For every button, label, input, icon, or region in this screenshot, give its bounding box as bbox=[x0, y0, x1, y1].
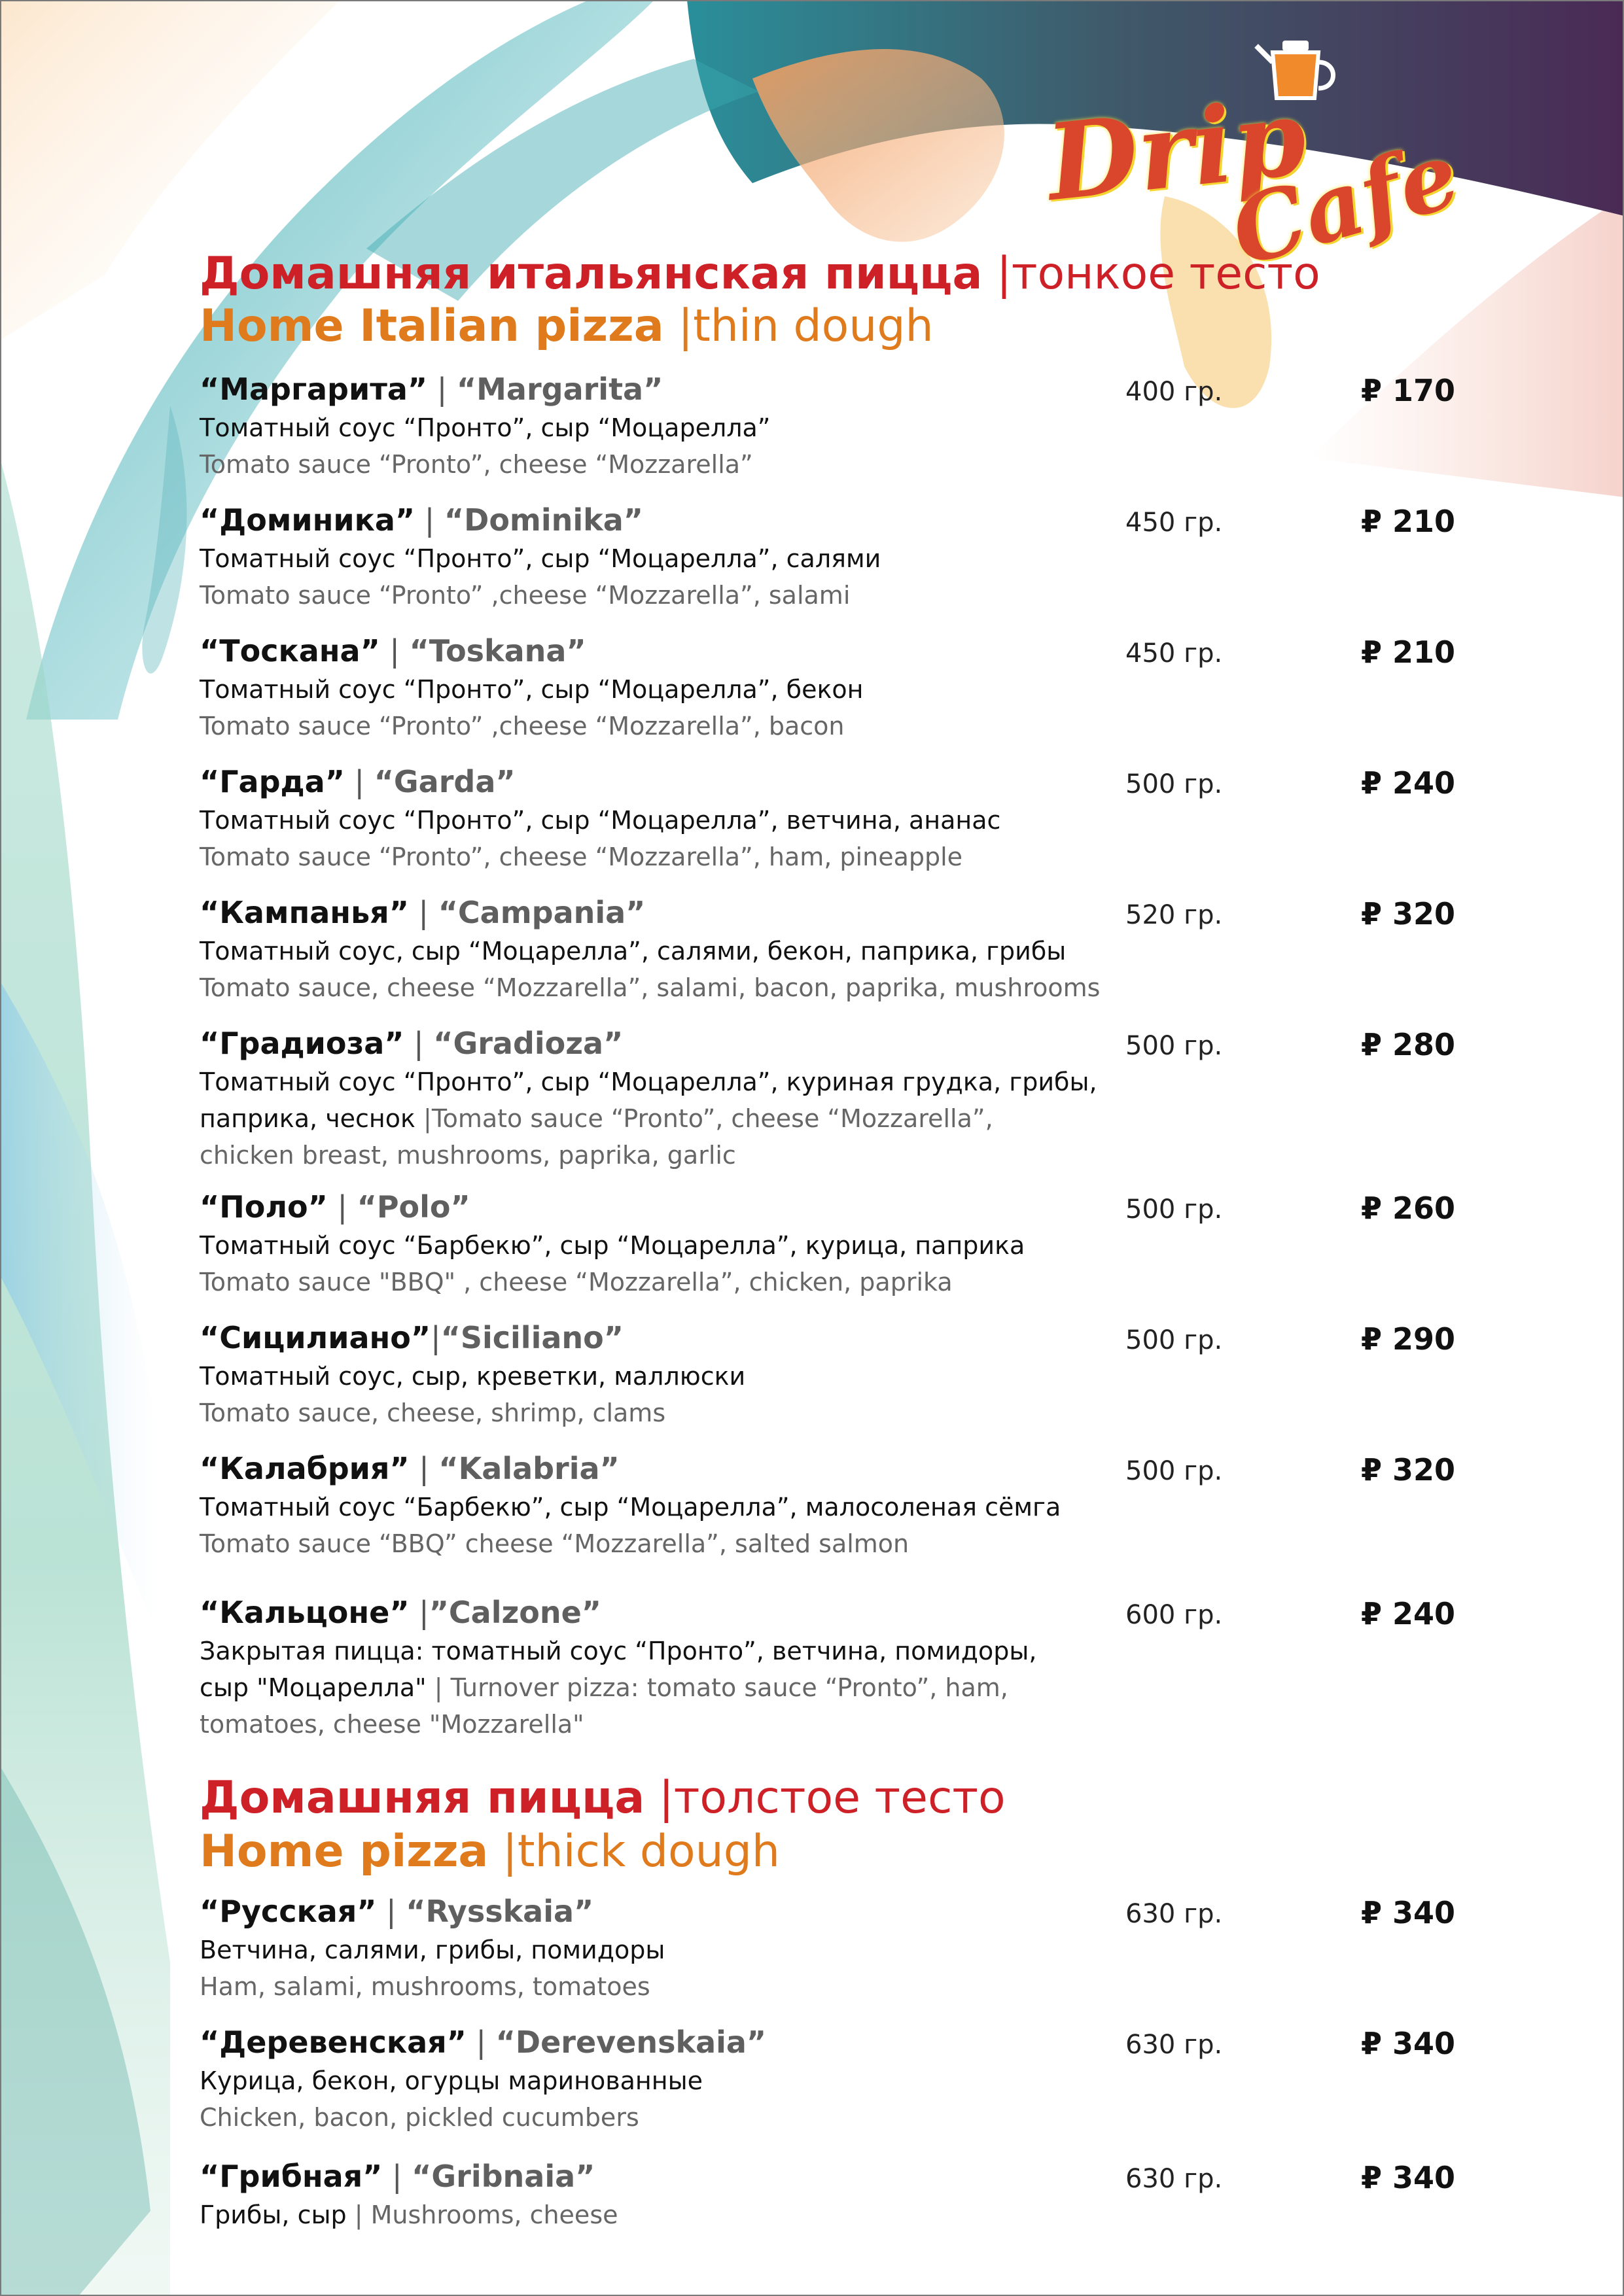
item-name-en: “Polo” bbox=[357, 1189, 470, 1225]
item-name: “Калабрия” | “Kalabria” bbox=[200, 1451, 620, 1486]
item-weight: 450 гр. bbox=[1125, 638, 1223, 669]
item-name: “Гарда” | “Garda” bbox=[200, 764, 516, 799]
menu-item bbox=[200, 1451, 1508, 1569]
item-name-ru: “Гарда” bbox=[200, 764, 345, 799]
menu-item bbox=[200, 372, 1508, 489]
item-name-ru: “Тоскана” bbox=[200, 633, 380, 669]
item-description bbox=[200, 1633, 1036, 1743]
item-price: ₽ 210 bbox=[1361, 504, 1456, 539]
description-en: chicken breast, mushrooms, paprika, garlic bbox=[200, 1141, 736, 1170]
description-en: Tomato sauce “Pronto”, cheese “Mozzarella” bbox=[200, 450, 753, 479]
description-ru: паприка, чеснок bbox=[200, 1104, 424, 1133]
item-name: “Поло” | “Polo” bbox=[200, 1189, 470, 1225]
section-title-ru bbox=[200, 248, 1320, 300]
description-en: | Mushrooms, cheese bbox=[354, 2200, 618, 2229]
section-title-ru-rest: |тонкое тесто bbox=[982, 248, 1320, 300]
item-weight: 630 гр. bbox=[1125, 2164, 1223, 2194]
item-name-ru: “Градиоза” bbox=[200, 1026, 404, 1061]
description-en: | Turnover pizza: tomato sauce “Pronto”, ham, bbox=[434, 1673, 1008, 1702]
description-en: Tomato sauce, cheese “Mozzarella”, salami, bacon, paprika, mushrooms bbox=[200, 973, 1101, 1002]
section-title-ru bbox=[200, 1772, 1006, 1824]
item-name: “Деревенская” | “Derevenskaia” bbox=[200, 2025, 767, 2060]
item-name-ru: “Кампанья” bbox=[200, 895, 409, 930]
item-description bbox=[200, 1932, 665, 2005]
section-title-en-bold: Home Italian pizza bbox=[200, 300, 664, 352]
item-weight: 630 гр. bbox=[1125, 1899, 1223, 1929]
menu-item bbox=[200, 1320, 1508, 1438]
item-name-ru: “Доминика” bbox=[200, 502, 415, 538]
item-description bbox=[200, 2062, 703, 2136]
item-price: ₽ 280 bbox=[1361, 1027, 1456, 1062]
item-name: “Тоскана” | “Toskana” bbox=[200, 633, 586, 669]
item-price: ₽ 240 bbox=[1361, 1596, 1456, 1631]
item-price: ₽ 170 bbox=[1361, 373, 1456, 408]
description-en: Tomato sauce “Pronto” ,cheese “Mozzarella”, salami bbox=[200, 581, 851, 610]
item-name: “Доминика” | “Dominika” bbox=[200, 502, 644, 538]
menu-item bbox=[200, 1026, 1508, 1183]
menu-item bbox=[200, 1189, 1508, 1307]
menu-item bbox=[200, 1894, 1508, 2011]
description-en: Tomato sauce “BBQ” cheese “Mozzarella”, salted salmon bbox=[200, 1529, 909, 1558]
menu-item bbox=[200, 633, 1508, 751]
section-title-ru-rest: |толстое тесто bbox=[644, 1772, 1006, 1824]
description-en: Tomato sauce "BBQ" , cheese “Mozzarella”, chicken, paprika bbox=[200, 1268, 953, 1296]
item-name-en: “Toskana” bbox=[409, 633, 586, 669]
menu-item bbox=[200, 895, 1508, 1013]
section-title-en-rest: |thin dough bbox=[663, 300, 934, 352]
item-description bbox=[200, 1358, 745, 1431]
item-price: ₽ 210 bbox=[1361, 635, 1456, 670]
item-weight: 450 гр. bbox=[1125, 508, 1223, 538]
section-title-ru-bold: Домашняя итальянская пицца bbox=[200, 248, 983, 300]
description-ru: Курица, бекон, огурцы маринованные bbox=[200, 2066, 703, 2095]
item-description bbox=[200, 1227, 1025, 1300]
section-title-en-rest: |thick dough bbox=[488, 1826, 780, 1877]
menu-item bbox=[200, 2159, 1508, 2244]
description-ru: Томатный соус “Пронто”, сыр “Моцарелла”, ветчина, ананас bbox=[200, 806, 1001, 835]
item-name-en: ”Calzone” bbox=[429, 1595, 602, 1630]
item-weight: 400 гр. bbox=[1125, 377, 1223, 407]
item-description bbox=[200, 802, 1000, 875]
item-name-en: “Derevenskaia” bbox=[495, 2025, 767, 2060]
item-description bbox=[200, 671, 864, 744]
description-ru: Ветчина, салями, грибы, помидоры bbox=[200, 1936, 665, 1964]
description-ru: Томатный соус, сыр, креветки, маллюски bbox=[200, 1362, 746, 1391]
description-ru: Томатный соус “Пронто”, сыр “Моцарелла” bbox=[200, 413, 771, 442]
menu-item bbox=[200, 1595, 1508, 1752]
item-description bbox=[200, 409, 771, 483]
section-title-ru-bold: Домашняя пицца bbox=[200, 1772, 645, 1824]
item-name-ru: “Грибная” bbox=[200, 2159, 383, 2194]
item-name: “Маргарита” | “Margarita” bbox=[200, 372, 663, 407]
description-ru: Томатный соус “Пронто”, сыр “Моцарелла”, бекон bbox=[200, 675, 864, 704]
description-en: Ham, salami, mushrooms, tomatoes bbox=[200, 1972, 650, 2001]
item-name-en: “Campania” bbox=[438, 895, 646, 930]
menu-item bbox=[200, 764, 1508, 882]
item-weight: 500 гр. bbox=[1125, 769, 1223, 799]
item-name-en: “Kalabria” bbox=[438, 1451, 620, 1486]
section-title-en bbox=[200, 1826, 780, 1877]
logo-word-drip: Drip bbox=[1041, 75, 1312, 225]
description-ru: Томатный соус “Барбекю”, сыр “Моцарелла”, курица, паприка bbox=[200, 1231, 1025, 1260]
item-weight: 520 гр. bbox=[1125, 900, 1223, 930]
item-description bbox=[200, 1489, 1061, 1562]
description-en: |Tomato sauce “Pronto”, cheese “Mozzarella”, bbox=[423, 1104, 993, 1133]
description-en: Tomato sauce “Pronto”, cheese “Mozzarella”, ham, pineapple bbox=[200, 843, 963, 871]
item-name-ru: “Поло” bbox=[200, 1189, 328, 1225]
description-ru: Томатный соус “Пронто”, сыр “Моцарелла”, куриная грудка, грибы, bbox=[200, 1068, 1097, 1096]
item-name-en: “Margarita” bbox=[456, 372, 663, 407]
item-name-ru: “Деревенская” bbox=[200, 2025, 467, 2060]
description-en: Chicken, bacon, pickled cucumbers bbox=[200, 2103, 639, 2132]
item-weight: 500 гр. bbox=[1125, 1456, 1223, 1486]
item-price: ₽ 290 bbox=[1361, 1321, 1456, 1357]
item-name-ru: “Кальцоне” bbox=[200, 1595, 410, 1630]
item-name-en: “Garda” bbox=[374, 764, 516, 799]
description-ru: Томатный соус “Пронто”, сыр “Моцарелла”, салями bbox=[200, 544, 881, 573]
description-ru: Закрытая пицца: томатный соус “Пронто”, ветчина, помидоры, bbox=[200, 1637, 1037, 1665]
item-weight: 500 гр. bbox=[1125, 1325, 1223, 1355]
description-ru: Томатный соус “Барбекю”, сыр “Моцарелла”, малосоленая сёмга bbox=[200, 1493, 1061, 1522]
item-name-ru: “Русская” bbox=[200, 1894, 377, 1929]
menu-item bbox=[200, 502, 1508, 620]
description-ru: сыр "Моцарелла" bbox=[200, 1673, 434, 1702]
item-name-en: “Gribnaia” bbox=[412, 2159, 595, 2194]
item-weight: 630 гр. bbox=[1125, 2030, 1223, 2060]
description-en: tomatoes, cheese "Mozzarella" bbox=[200, 1710, 584, 1739]
item-name-en: “Rysskaia” bbox=[406, 1894, 594, 1929]
item-price: ₽ 340 bbox=[1361, 2160, 1456, 2195]
item-name: “Русская” | “Rysskaia” bbox=[200, 1894, 594, 1929]
item-weight: 600 гр. bbox=[1125, 1600, 1223, 1630]
item-price: ₽ 320 bbox=[1361, 1452, 1456, 1487]
description-en: Tomato sauce, cheese, shrimp, clams bbox=[200, 1399, 666, 1427]
logo-word-cafe: Cafe bbox=[1220, 120, 1471, 288]
item-name: “Грибная” | “Gribnaia” bbox=[200, 2159, 595, 2194]
item-name-en: “Siciliano” bbox=[440, 1320, 624, 1355]
description-ru: Грибы, сыр bbox=[200, 2200, 355, 2229]
item-description bbox=[200, 1064, 1097, 1174]
description-ru: Томатный соус, сыр “Моцарелла”, салями, бекон, паприка, грибы bbox=[200, 937, 1067, 965]
item-name: “Кампанья” | “Campania” bbox=[200, 895, 646, 930]
item-name-en: “Gradioza” bbox=[433, 1026, 624, 1061]
item-name-ru: “Маргарита” bbox=[200, 372, 428, 407]
item-description bbox=[200, 933, 1100, 1006]
item-weight: 500 гр. bbox=[1125, 1194, 1223, 1225]
item-description bbox=[200, 540, 881, 614]
menu-item bbox=[200, 2025, 1508, 2142]
item-name-en: “Dominika” bbox=[444, 502, 644, 538]
item-price: ₽ 340 bbox=[1361, 2026, 1456, 2061]
item-price: ₽ 260 bbox=[1361, 1191, 1456, 1226]
item-name: “Градиоза” | “Gradioza” bbox=[200, 1026, 624, 1061]
section-title-en-bold: Home pizza bbox=[200, 1826, 489, 1877]
item-name-ru: “Сицилиано” bbox=[200, 1320, 431, 1355]
item-name: “Сицилиано”|“Siciliano” bbox=[200, 1320, 624, 1355]
item-price: ₽ 320 bbox=[1361, 896, 1456, 931]
item-weight: 500 гр. bbox=[1125, 1031, 1223, 1061]
item-price: ₽ 340 bbox=[1361, 1895, 1456, 1930]
item-name-ru: “Калабрия” bbox=[200, 1451, 410, 1486]
section-title-en bbox=[200, 300, 934, 352]
description-en: Tomato sauce “Pronto” ,cheese “Mozzarella”, bacon bbox=[200, 712, 845, 740]
item-name: “Кальцоне” |”Calzone” bbox=[200, 1595, 602, 1630]
item-description bbox=[200, 2197, 618, 2233]
item-price: ₽ 240 bbox=[1361, 765, 1456, 801]
